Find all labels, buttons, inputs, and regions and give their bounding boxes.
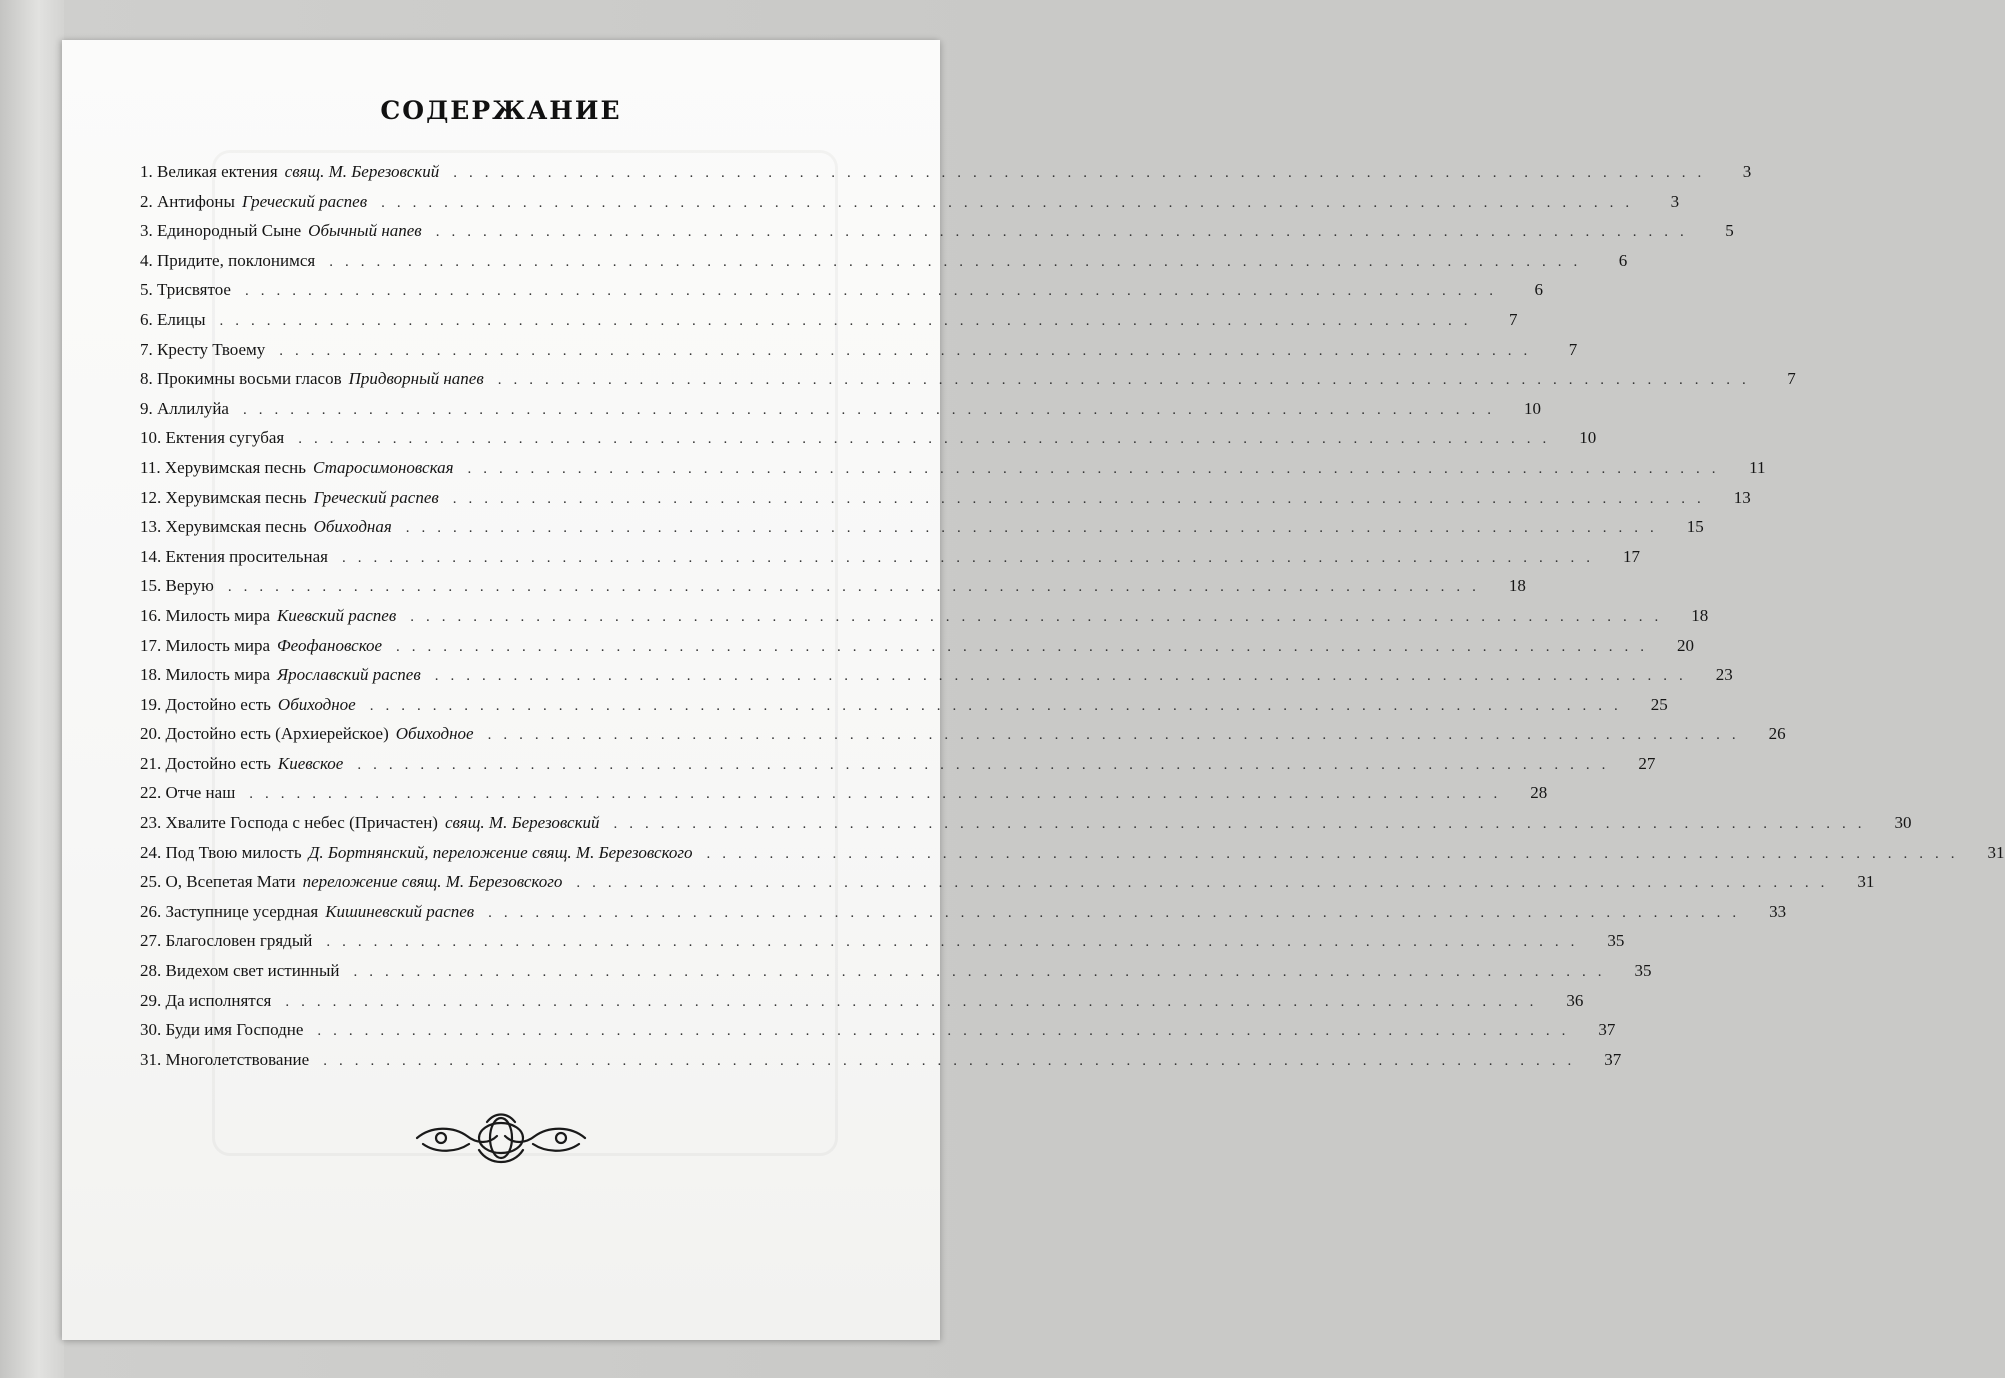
entry-title: 31. Многолетствование	[140, 1049, 310, 1069]
dot-leader: ................................................................................	[410, 608, 1671, 625]
dot-leader: ................................................................................	[396, 638, 1657, 655]
entry-title: 26. Заступнице усердная	[140, 901, 319, 921]
dot-leader: ................................................................................	[452, 490, 1713, 507]
entry-title: 23. Хвалите Господа с небес (Причастен)	[140, 813, 438, 833]
entry-page-number: 28	[1530, 783, 1548, 803]
entry-page-number: 7	[1509, 309, 1518, 329]
toc-entry	[140, 665, 1733, 695]
dot-leader: ................................................................................	[435, 224, 1696, 241]
entry-title: 4. Придите, поклонимся	[140, 250, 316, 270]
entry-title: 15. Верую	[140, 576, 214, 596]
toc-entry	[140, 428, 1597, 458]
toc-entry	[140, 162, 1752, 192]
toc-entry	[140, 369, 1796, 399]
entry-page-number: 10	[1579, 428, 1597, 448]
toc-entry	[140, 546, 1640, 577]
toc-entry	[140, 309, 1518, 340]
entry-author: Греческий распев	[313, 487, 439, 507]
entry-page-number: 35	[1634, 961, 1652, 981]
toc-entry	[140, 961, 1652, 991]
entry-page-number: 27	[1638, 753, 1656, 773]
entry-page-number: 37	[1598, 1020, 1616, 1040]
dot-leader: ................................................................................	[227, 579, 1488, 596]
page-title: СОДЕРЖАНИЕ	[380, 96, 622, 125]
dot-leader: ................................................................................	[706, 845, 1967, 862]
entry-title: 27. Благословен грядый	[140, 931, 313, 951]
dot-leader: ................................................................................	[329, 253, 1590, 270]
dot-leader: ................................................................................	[249, 786, 1510, 803]
dot-leader: ................................................................................	[488, 904, 1749, 921]
entry-title: 5. Трисвятое	[140, 280, 231, 300]
entry-title: 28. Видехом свет истинный	[140, 961, 340, 981]
toc-entry	[140, 813, 1912, 843]
toc-entry	[140, 457, 1766, 488]
entry-page-number: 10	[1523, 398, 1541, 418]
entry-title: 6. Елицы	[140, 309, 206, 329]
dot-leader: ................................................................................	[357, 756, 1618, 773]
entry-author: Обиходное	[277, 694, 356, 714]
entry-title: 9. Аллилуйа	[140, 398, 229, 418]
toc-entry	[140, 694, 1668, 725]
toc-entry	[140, 339, 1578, 370]
entry-title: 21. Достойно есть	[140, 753, 271, 773]
toc-entry	[140, 901, 1787, 932]
book-page	[62, 40, 2005, 1340]
entry-author: Киевский распев	[277, 605, 397, 625]
toc-entry	[140, 398, 1541, 429]
dot-leader: ................................................................................	[369, 697, 1630, 714]
entry-author: Феофановское	[277, 635, 383, 655]
entry-page-number: 26	[1768, 724, 1786, 744]
toc-entry	[140, 605, 1709, 636]
entry-author: Кишиневский распев	[325, 901, 475, 921]
dot-leader: ................................................................................	[434, 668, 1695, 685]
entry-page-number: 23	[1715, 665, 1733, 685]
entry-page-number: 11	[1749, 457, 1766, 477]
entry-page-number: 3	[1742, 162, 1752, 181]
dot-leader: ................................................................................	[453, 165, 1714, 181]
toc-entry	[140, 576, 1526, 606]
flourish-ornament-icon	[411, 1108, 591, 1172]
entry-author: Придворный напев	[348, 369, 484, 389]
entry-page-number: 31	[1987, 842, 2005, 862]
entry-author: Обиходная	[313, 517, 392, 537]
entry-author: Обиходное	[395, 724, 474, 744]
entry-page-number: 37	[1604, 1049, 1622, 1069]
entry-page-number: 30	[1894, 813, 1912, 833]
entry-title: 18. Милость мира	[140, 665, 270, 685]
entry-author: Старосимоновская	[312, 457, 454, 477]
entry-page-number: 17	[1623, 546, 1640, 566]
entry-page-number: 7	[1568, 339, 1578, 359]
entry-title: 3. Единородный Сыне	[140, 221, 302, 241]
toc-entry	[140, 783, 1548, 813]
entry-page-number: 6	[1534, 280, 1543, 300]
entry-title: 25. О, Всепетая Мати	[140, 872, 296, 892]
dot-leader: ................................................................................	[323, 1052, 1584, 1069]
entry-title: 8. Прокимны восьми гласов	[140, 369, 342, 389]
entry-author: Греческий распев	[241, 191, 368, 211]
dot-leader: ................................................................................	[353, 964, 1614, 981]
entry-title: 24. Под Твою милость	[140, 842, 302, 862]
dot-leader: ................................................................................	[613, 816, 1874, 833]
entry-title: 13. Херувимская песнь	[140, 517, 307, 537]
entry-title: 1. Великая ектения	[140, 162, 278, 181]
dot-leader: ................................................................................	[576, 875, 1837, 892]
entry-title: 20. Достойно есть (Архиерейское)	[140, 724, 389, 744]
dot-leader: ................................................................................	[405, 520, 1666, 537]
dot-leader: ................................................................................	[244, 283, 1505, 300]
entry-author: Ярославский распев	[277, 665, 421, 685]
dot-leader: ................................................................................	[326, 934, 1587, 951]
entry-page-number: 33	[1769, 901, 1787, 921]
toc-entry	[140, 517, 1704, 547]
entry-page-number: 5	[1725, 221, 1734, 241]
entry-author: Обычный напев	[308, 221, 422, 241]
entry-title: 2. Антифоны	[140, 191, 235, 211]
left-page-edge	[0, 0, 64, 1378]
toc-entry	[140, 724, 1786, 754]
toc-entry	[140, 753, 1656, 784]
toc-entry	[140, 990, 1584, 1021]
entry-page-number: 6	[1618, 250, 1628, 270]
entry-page-number: 18	[1508, 576, 1526, 596]
entry-title: 7. Кресту Твоему	[140, 339, 266, 359]
dot-leader: ................................................................................	[242, 401, 1503, 418]
entry-title: 22. Отче наш	[140, 783, 236, 803]
entry-page-number: 7	[1787, 369, 1796, 389]
entry-title: 30. Буди имя Господне	[140, 1020, 304, 1040]
toc-entry	[140, 487, 1751, 518]
dot-leader: ................................................................................	[298, 431, 1559, 448]
entry-page-number: 36	[1566, 990, 1584, 1010]
toc-entry	[140, 191, 1680, 222]
entry-author: свящ. М. Березовский	[444, 813, 600, 833]
entry-page-number: 3	[1670, 191, 1680, 211]
entry-title: 11. Херувимская песнь	[140, 457, 306, 477]
entry-page-number: 25	[1650, 694, 1668, 714]
entry-title: 12. Херувимская песнь	[140, 487, 307, 507]
toc-entry	[140, 1049, 1622, 1080]
entry-title: 19. Достойно есть	[140, 694, 271, 714]
entry-page-number: 31	[1857, 872, 1875, 892]
toc-entry	[140, 872, 1875, 902]
toc-entry	[140, 250, 1628, 281]
dot-leader: ................................................................................	[279, 342, 1540, 359]
toc-entry	[140, 280, 1543, 310]
dot-leader: ................................................................................	[317, 1023, 1578, 1040]
dot-leader: ................................................................................	[219, 312, 1480, 329]
entry-title: 29. Да исполнятся	[140, 990, 272, 1010]
entry-author: переложение свящ. М. Березовского	[302, 872, 563, 892]
entry-title: 16. Милость мира	[140, 605, 270, 625]
entry-author: Киевское	[277, 753, 344, 773]
toc-entry	[140, 221, 1734, 251]
toc-entry	[140, 842, 2005, 873]
dot-leader: ................................................................................	[381, 194, 1642, 211]
dot-leader: ................................................................................	[497, 372, 1758, 389]
toc-entry	[140, 635, 1695, 666]
entry-page-number: 20	[1677, 635, 1695, 655]
entry-page-number: 35	[1607, 931, 1625, 951]
entry-author: Д. Бортнянский, переложение свящ. М. Березовского	[308, 842, 693, 862]
entry-page-number: 13	[1733, 487, 1751, 507]
entry-page-number: 15	[1686, 517, 1704, 537]
dot-leader: ................................................................................	[487, 727, 1748, 744]
dot-leader: ................................................................................	[467, 460, 1728, 477]
toc-entry	[140, 931, 1625, 961]
entry-title: 14. Ектения просительная	[140, 546, 328, 566]
entry-title: 10. Ектения сугубая	[140, 428, 285, 448]
toc-entry	[140, 1020, 1616, 1050]
dot-leader: ................................................................................	[342, 549, 1602, 566]
entry-page-number: 18	[1691, 605, 1709, 625]
table-of-contents	[140, 162, 2005, 1079]
entry-author: свящ. М. Березовский	[284, 162, 440, 181]
dot-leader: ................................................................................	[285, 993, 1546, 1010]
entry-title: 17. Милость мира	[140, 635, 270, 655]
